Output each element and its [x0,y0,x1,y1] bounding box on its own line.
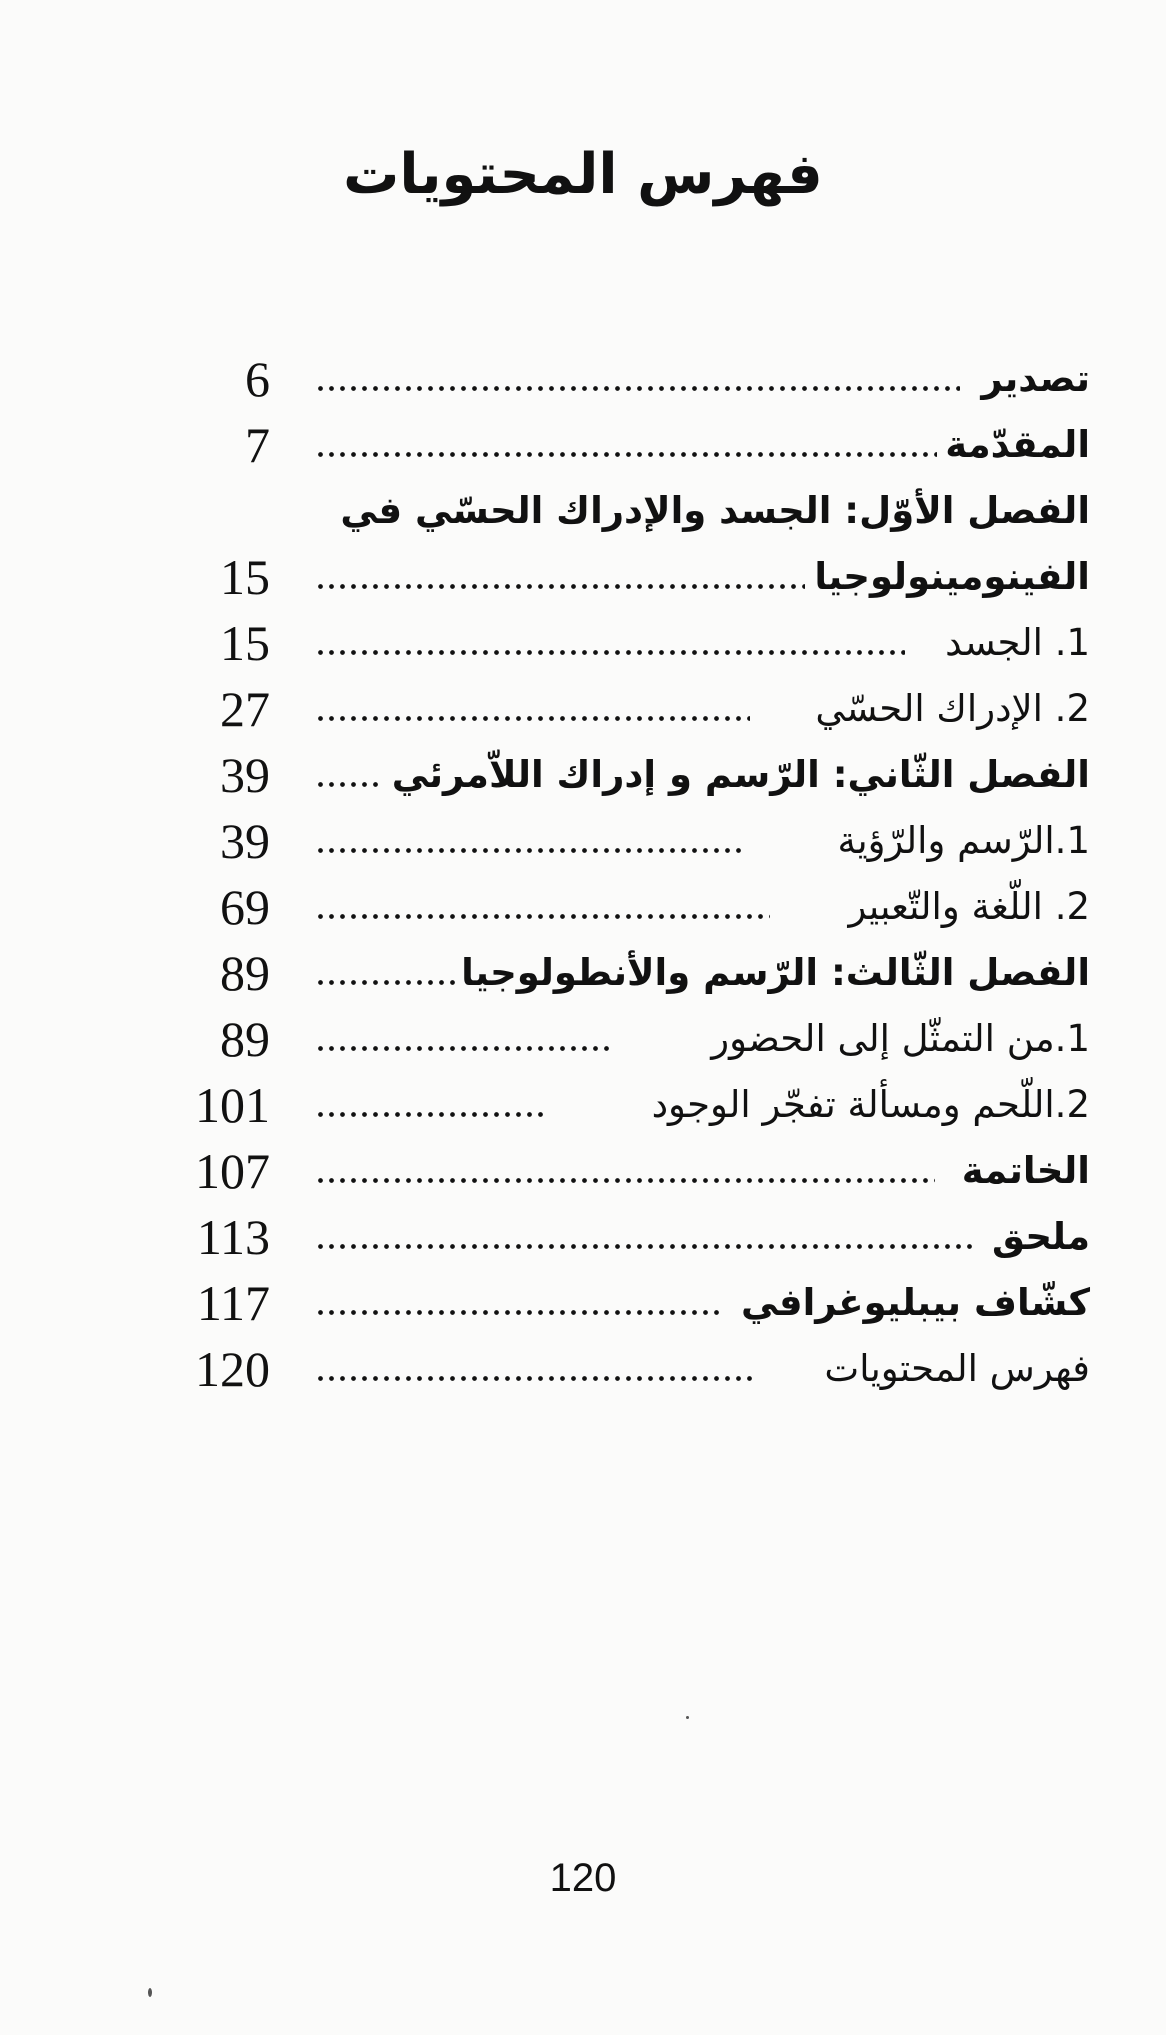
toc-entry-label: المقدّمة [945,423,1090,466]
toc-entry-page [180,478,270,544]
toc-entry-page: 117 [196,1275,270,1331]
toc-entry-page: 15 [220,549,270,605]
dot-leader [315,1244,975,1249]
dot-leader [315,386,960,391]
dot-leader [315,848,745,853]
toc-entry-page: 89 [220,945,270,1001]
toc-entry-label: 1.الرّسم والرّؤية [837,819,1090,862]
toc-entry-page: 27 [220,681,270,737]
toc-entry-label: الفصل الثّالث: الرّسم والأنطولوجيا [461,951,1090,994]
toc-entry [180,808,1090,874]
toc-entry [180,544,1090,610]
dot-leader [315,914,770,919]
dot-leader [315,650,905,655]
toc-entry-label: 1. الجسد [945,621,1090,664]
toc-entry [180,1204,1090,1270]
toc-entry-page: 89 [220,1011,270,1067]
dot-leader [315,584,805,589]
dot-leader [315,1112,545,1117]
dot-leader [315,782,380,787]
toc-entry-page: 7 [245,417,270,473]
ink-speck [686,1716,689,1719]
dot-leader [315,1178,935,1183]
page-number: 120 [549,1856,617,1900]
toc-entry [180,1336,1090,1402]
toc-entry-label: تصدير [981,357,1090,400]
toc-entry [180,610,1090,676]
toc-entry-label: الفصل الأوّل: الجسد والإدراك الحسّي في [340,489,1090,532]
dot-leader [315,1046,615,1051]
toc-entry-page: 39 [220,747,270,803]
toc-entry-label: فهرس المحتويات [824,1347,1090,1390]
toc-entry-page: 15 [220,615,270,671]
toc-entry-page: 69 [220,879,270,935]
table-of-contents [180,346,1090,1402]
toc-entry-label: الفصل الثّاني: الرّسم و إدراك اللاّمرئي [391,753,1090,796]
page-title: فهرس المحتويات [343,142,823,207]
dot-leader [315,1376,755,1381]
toc-entry [180,1006,1090,1072]
dot-leader [315,1310,725,1315]
toc-entry [180,1270,1090,1336]
toc-entry-page: 39 [220,813,270,869]
toc-entry [180,874,1090,940]
toc-entry-page: 120 [195,1341,270,1397]
toc-entry-label: 2. اللّغة والتّعبير [848,885,1090,928]
toc-entry [180,940,1090,1006]
toc-entry [180,1072,1090,1138]
toc-entry-label: الفينومينولوجيا [814,555,1090,598]
toc-entry [180,1138,1090,1204]
toc-entry [180,346,1090,412]
dot-leader [315,716,750,721]
toc-entry-label: 1.من التمثّل إلى الحضور [711,1017,1090,1060]
dot-leader [315,980,455,985]
toc-entry [180,742,1090,808]
toc-entry-label: 2.اللّحم ومسألة تفجّر الوجود [651,1083,1090,1126]
dot-leader [315,452,937,457]
toc-entry [180,478,1090,544]
toc-entry-label: 2. الإدراك الحسّي [815,687,1090,730]
toc-entry-page: 101 [195,1077,270,1133]
toc-entry-label: كشّاف بيبليوغرافي [740,1281,1090,1324]
toc-entry-page: 107 [195,1143,270,1199]
toc-entry-page: 6 [245,351,270,407]
toc-entry-label: الخاتمة [961,1149,1090,1192]
toc-entry-label: ملحق [991,1215,1090,1258]
ink-speck [148,1988,152,1997]
toc-entry [180,412,1090,478]
toc-entry [180,676,1090,742]
toc-entry-page: 113 [196,1209,270,1265]
